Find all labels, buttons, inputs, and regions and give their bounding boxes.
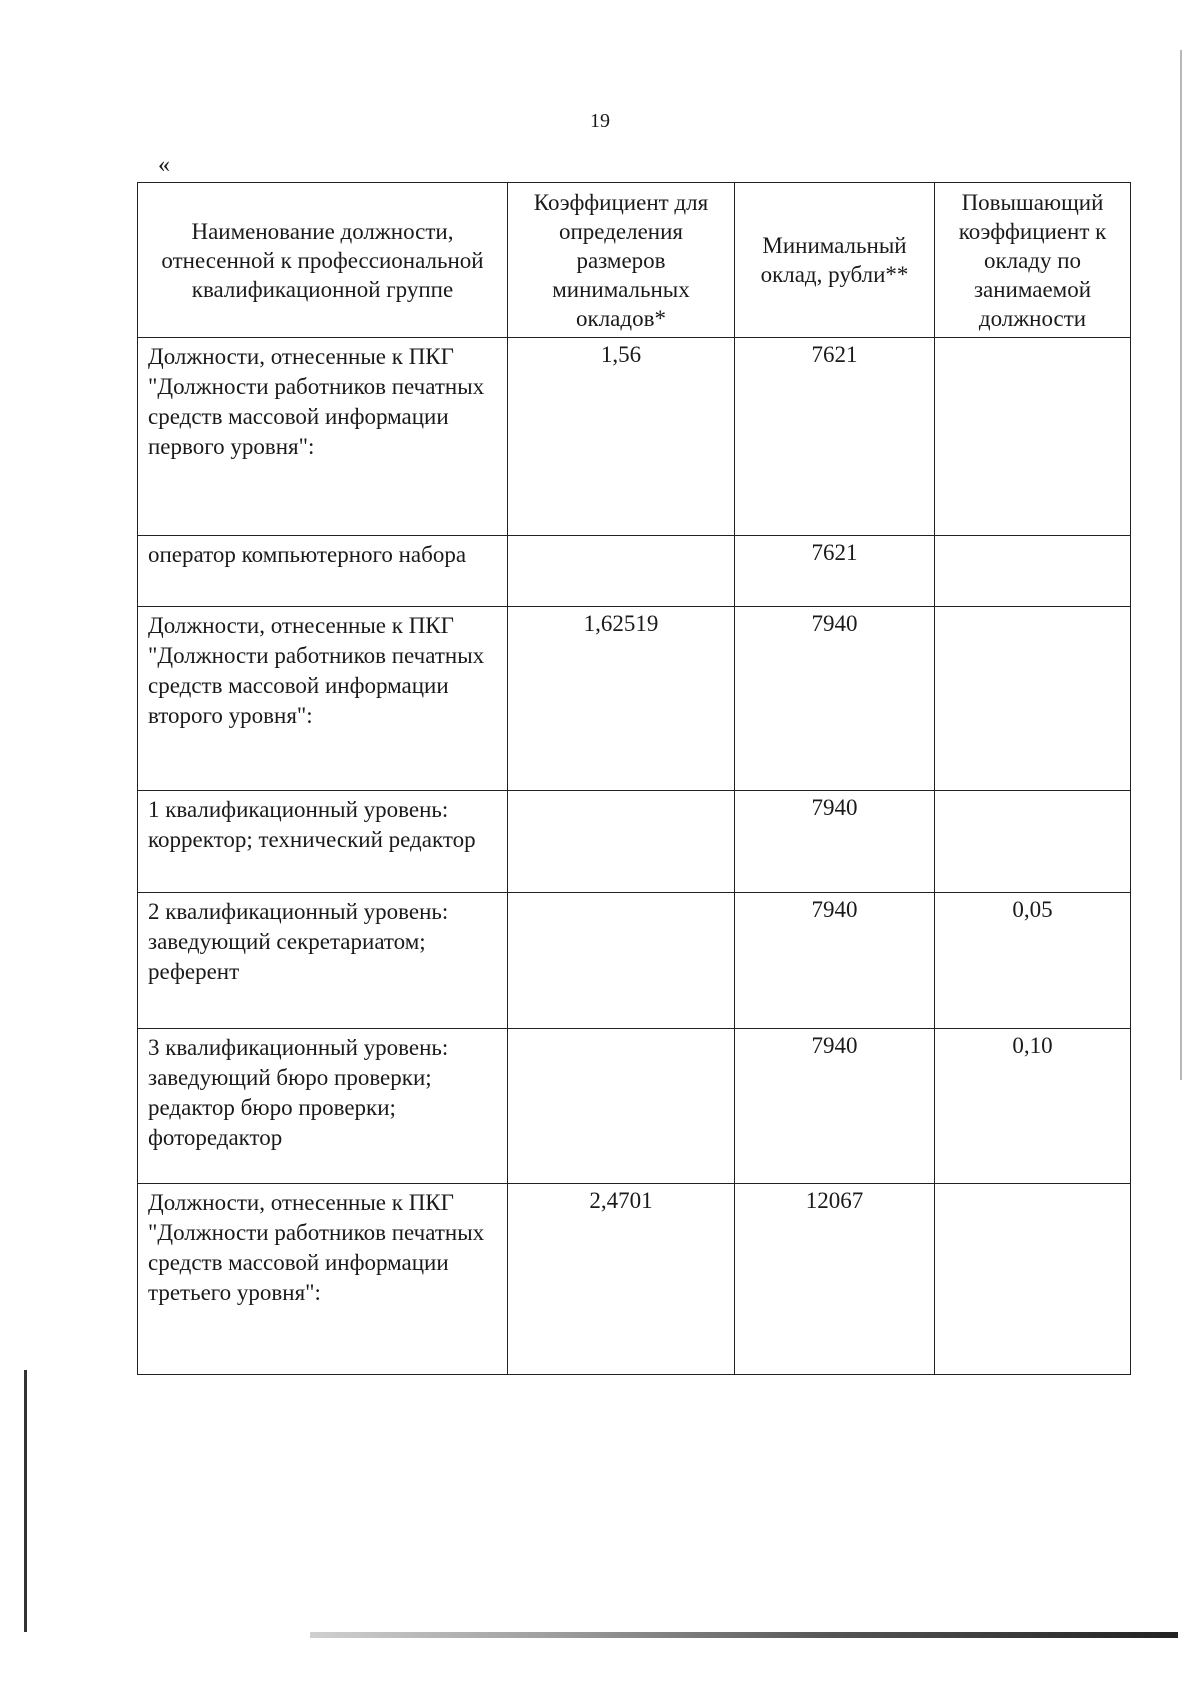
table-row <box>138 1184 1131 1375</box>
header-coefficient: Коэффициент для определения размеров минимальных окладов* <box>508 183 735 338</box>
row-coefficient: 1,62519 <box>508 607 735 791</box>
table-row <box>138 607 1131 791</box>
row-min-salary: 7940 <box>735 791 935 893</box>
row-position-name: Должности, отнесенные к ПКГ "Должности работников печатных средств массовой информации первого уровня": <box>138 338 508 536</box>
row-bonus-coefficient: 0,10 <box>935 1029 1131 1184</box>
table-row <box>138 893 1131 1029</box>
row-coefficient: 1,56 <box>508 338 735 536</box>
row-bonus-coefficient: 0,05 <box>935 893 1131 1029</box>
row-min-salary: 7940 <box>735 607 935 791</box>
row-coefficient <box>508 893 735 1029</box>
page-number: 19 <box>590 110 610 132</box>
header-position-name: Наименование должности, отнесенной к профессиональной квалификационной группе <box>138 183 508 338</box>
row-position-name: оператор компьютерного набора <box>138 536 508 607</box>
row-coefficient <box>508 791 735 893</box>
row-bonus-coefficient <box>935 791 1131 893</box>
row-min-salary: 7940 <box>735 893 935 1029</box>
row-bonus-coefficient <box>935 536 1131 607</box>
table-row <box>138 536 1131 607</box>
row-coefficient <box>508 536 735 607</box>
row-coefficient: 2,4701 <box>508 1184 735 1375</box>
row-min-salary: 7621 <box>735 338 935 536</box>
row-position-name: 2 квалификационный уровень: заведующий секретариатом; референт <box>138 893 508 1029</box>
row-bonus-coefficient <box>935 338 1131 536</box>
row-position-name: Должности, отнесенные к ПКГ "Должности работников печатных средств массовой информации второго уровня": <box>138 607 508 791</box>
row-min-salary: 12067 <box>735 1184 935 1375</box>
open-quote-mark: « <box>158 152 170 178</box>
header-bonus-coefficient: Повышающий коэффициент к окладу по занимаемой должности <box>935 183 1131 338</box>
scan-edge-bottom <box>310 1632 1178 1638</box>
table-header-row <box>138 183 1131 338</box>
row-bonus-coefficient <box>935 607 1131 791</box>
salary-table <box>137 182 1131 1375</box>
table-row <box>138 338 1131 536</box>
scan-edge-right <box>1180 50 1182 1080</box>
row-min-salary: 7621 <box>735 536 935 607</box>
table-row <box>138 791 1131 893</box>
table-row <box>138 1029 1131 1184</box>
row-bonus-coefficient <box>935 1184 1131 1375</box>
row-min-salary: 7940 <box>735 1029 935 1184</box>
row-position-name: 3 квалификационный уровень: заведующий бюро проверки; редактор бюро проверки; фоторедактор <box>138 1029 508 1184</box>
row-position-name: Должности, отнесенные к ПКГ "Должности работников печатных средств массовой информации третьего уровня": <box>138 1184 508 1375</box>
row-coefficient <box>508 1029 735 1184</box>
header-min-salary: Минимальный оклад, рубли** <box>735 183 935 338</box>
row-position-name: 1 квалификационный уровень: корректор; технический редактор <box>138 791 508 893</box>
scan-edge-left <box>24 1370 27 1632</box>
